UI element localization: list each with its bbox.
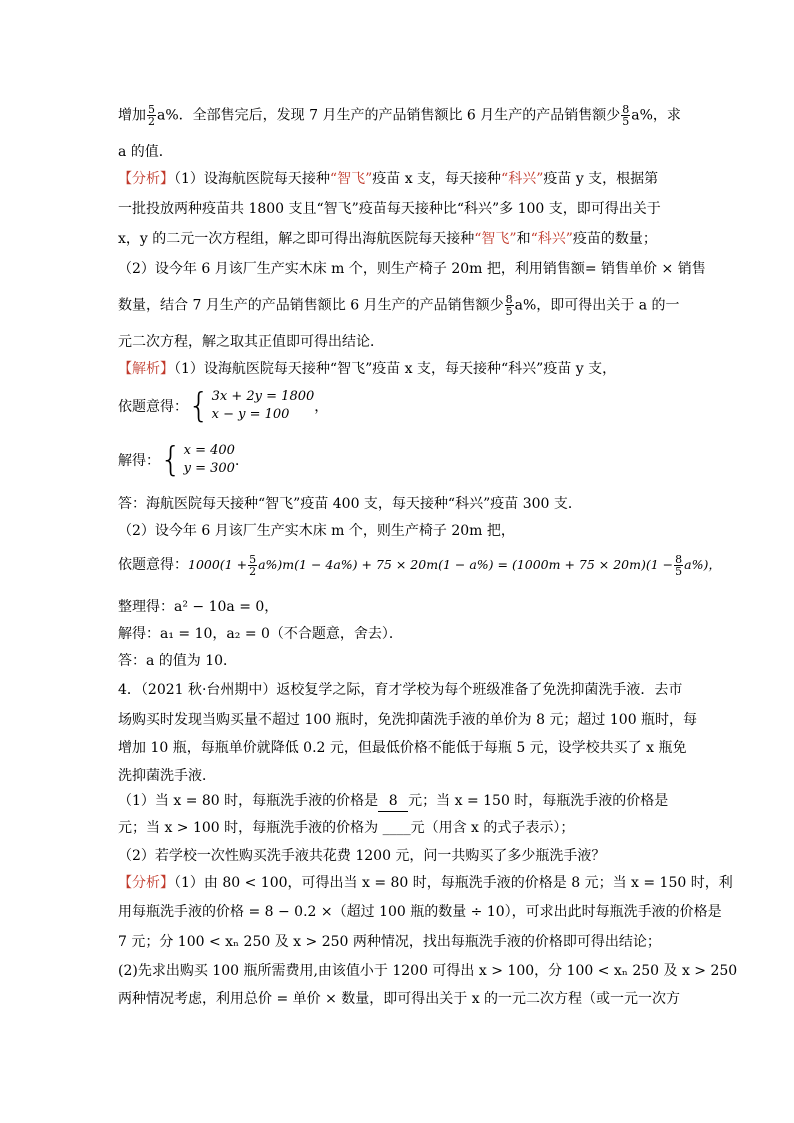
- text: （1）设海航医院每天接种: [174, 171, 330, 187]
- equation-system-1: [118, 388, 328, 424]
- fraction: [674, 554, 683, 577]
- text: 1000(1 +: [188, 557, 248, 572]
- text: 数量，结合 7 月生产的产品销售额比 6 月生产的产品销售额少: [118, 297, 504, 314]
- fraction: [505, 294, 514, 317]
- analysis-line: 7 元；分 100 < xₙ 250 及 x > 250 两种情况，找出每瓶洗手液的价格即可得出结论；: [118, 934, 661, 950]
- text: ．: [234, 453, 249, 469]
- text: a%．全部售完后，发现 7 月生产的产品销售额比 6 月生产的产品销售额少: [157, 107, 621, 124]
- analysis-line: 两种情况考虑，利用总价 = 单价 × 数量，即可得出关于 x 的一元二次方程（或一元一次方: [118, 991, 681, 1007]
- brace-icon: {: [188, 386, 210, 426]
- text: ，: [314, 399, 329, 415]
- text: （1）由 80 < 100，可得出当 x = 80 时，每瓶洗手液的价格是 8 元；当 x = 150 时，利: [174, 875, 733, 891]
- label: 依题意得：: [118, 399, 188, 415]
- question-line: 4．（2021 秋·台州期中）返校复学之际，育才学校为每个班级准备了免洗抑菌洗手液．去市: [118, 682, 683, 698]
- answer-blank: 8: [378, 791, 408, 812]
- text: a%，求: [631, 107, 681, 124]
- answer-line: 答：a 的值为 10．: [118, 653, 238, 669]
- highlight-text: “智飞”: [329, 171, 373, 187]
- question-line: 场购买时发现当购买量不超过 100 瓶时，免洗抑菌洗手液的单价为 8 元；超过 100 瓶时，每: [118, 712, 698, 728]
- analysis-line: （2）设今年 6 月该厂生产实木床 m 个，则生产椅子 20m 把，利用销售额= 销售单价 × 销售: [118, 261, 706, 277]
- highlight-text: “科兴”: [530, 231, 573, 247]
- label: 依题意得：: [118, 557, 188, 573]
- equation-line: 解得：a₁ = 10，a₂ = 0（不合题意，舍去）．: [118, 626, 403, 642]
- fraction-denominator: 2: [148, 115, 155, 128]
- text: 元；当 x = 150 时，每瓶洗手液的价格是: [408, 793, 669, 809]
- fraction: [248, 554, 257, 577]
- highlight-text: “智飞”: [474, 231, 517, 247]
- solution-line: （2）设今年 6 月该厂生产实木床 m 个，则生产椅子 20m 把，: [118, 523, 515, 539]
- question-line: 增加 10 瓶，每瓶单价就降低 0.2 元，但最低价格不能低于每瓶 5 元，设学校共买了 x 瓶免: [118, 740, 687, 756]
- text: 疫苗 x 支，每天接种: [372, 171, 502, 187]
- analysis-line: 一批投放两种疫苗共 1800 支且“智飞”疫苗每天接种比“科兴”多 100 支，即可得出关于: [118, 201, 661, 217]
- brace-icon: {: [160, 440, 182, 480]
- analysis-line: [118, 169, 678, 189]
- fraction-numerator: 5: [148, 103, 155, 116]
- system-line: 3x + 2y = 1800: [211, 389, 315, 404]
- system-lines: [184, 442, 235, 478]
- analysis-line: 用每瓶洗手液的价格 = 8 − 0.2 ×（超过 100 瓶的数量 ÷ 10），可求出此时每瓶洗手液的价格是: [118, 904, 722, 920]
- question-line: （2）若学校一次性购买洗手液共花费 1200 元，问一共购买了多少瓶洗手液？: [118, 848, 606, 864]
- fraction-denominator: 5: [622, 115, 630, 128]
- fraction-denominator: 5: [675, 565, 683, 578]
- question-line: [118, 791, 678, 812]
- equation-line: [118, 553, 721, 578]
- analysis-line: 元二次方程，解之取其正值即可得出结论．: [118, 334, 384, 350]
- question-line: 元；当 x > 100 时，每瓶洗手液的价格为 ____元（用含 x 的式子表示）；: [118, 820, 575, 836]
- equation-system-2: [118, 442, 249, 478]
- analysis-tag: 【分析】: [118, 171, 174, 187]
- fraction-denominator: 5: [505, 305, 513, 318]
- text: a%，即可得出关于 a 的一: [514, 297, 680, 314]
- text: （1）设海航医院每天接种“智飞”疫苗 x 支，每天接种“科兴”疫苗 y 支，: [174, 361, 617, 377]
- text: a%)m(1 − 4a%) + 75 × 20m(1 − a%) = (1000m + 75 × 20m)(1 −: [258, 557, 674, 572]
- equation-line: 整理得：a² − 10a = 0，: [118, 599, 279, 615]
- solution-tag: 【解析】: [118, 361, 174, 377]
- fraction-numerator: 8: [675, 553, 683, 566]
- solution-line: [118, 359, 678, 379]
- system-lines: [212, 388, 315, 424]
- analysis-line: [118, 229, 678, 249]
- system-line: x − y = 100: [211, 407, 290, 422]
- system-line: y = 300: [183, 461, 235, 476]
- analysis-line: (2)先求出购买 100 瓶所需费用,由该值小于 1200 可得出 x > 100，分 100 < xₙ 250 及 x > 250: [118, 963, 738, 979]
- paragraph-line: [118, 103, 681, 128]
- fraction: [147, 104, 156, 127]
- text: a%)，: [684, 557, 721, 572]
- question-line: 洗抑菌洗手液．: [118, 768, 216, 784]
- text: 疫苗 y 支，根据第: [543, 171, 659, 187]
- text: 增加: [118, 107, 146, 124]
- fraction-denominator: 2: [249, 565, 257, 578]
- fraction: [621, 104, 630, 127]
- fraction-numerator: 5: [249, 553, 257, 566]
- paragraph-line: a 的值．: [118, 144, 173, 160]
- analysis-line: [118, 294, 678, 317]
- fraction-numerator: 8: [622, 103, 630, 116]
- answer-line: 答：海航医院每天接种“智飞”疫苗 400 支，每天接种“科兴”疫苗 300 支．: [118, 496, 582, 512]
- analysis-tag: 【分析】: [118, 875, 174, 891]
- label: 解得：: [118, 453, 160, 469]
- system-line: x = 400: [183, 443, 235, 458]
- text: （1）当 x = 80 时，每瓶洗手液的价格是: [118, 793, 379, 809]
- fraction-numerator: 8: [505, 293, 513, 306]
- text: 和: [516, 231, 531, 247]
- analysis-line: [118, 873, 733, 893]
- highlight-text: “科兴”: [501, 171, 544, 187]
- text: 疫苗的数量；: [572, 231, 657, 247]
- text: x，y 的二元一次方程组，解之即可得出海航医院每天接种: [118, 231, 475, 247]
